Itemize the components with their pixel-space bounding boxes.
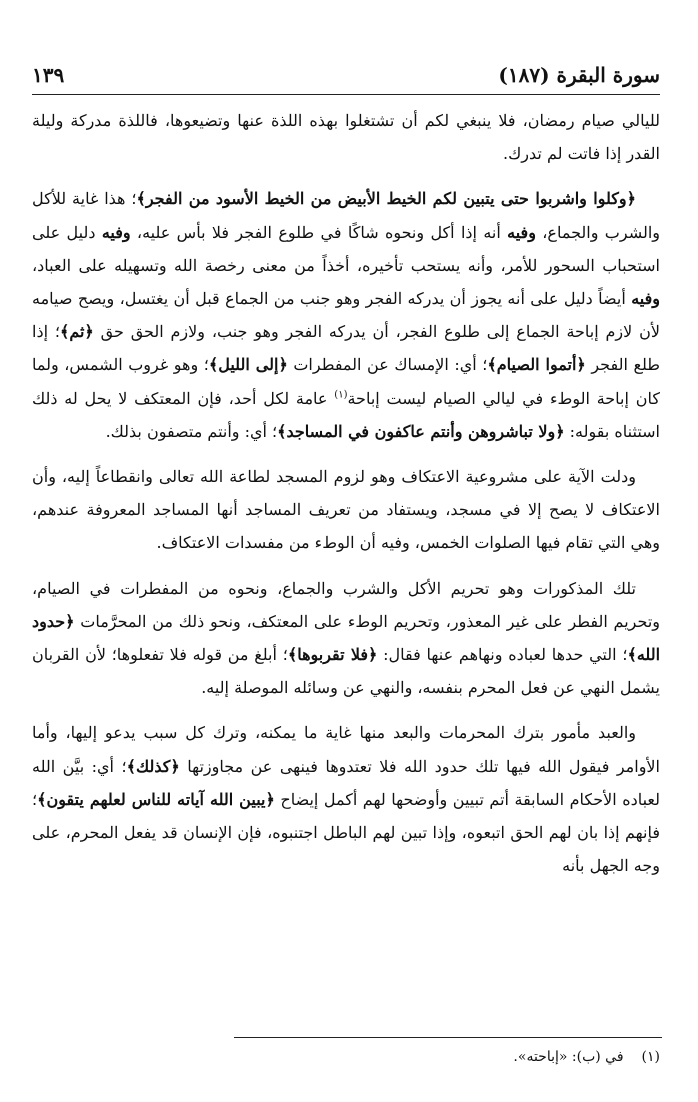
text-segment: ؛ التي حدها لعباده ونهاهم عنها فقال: [377, 645, 628, 665]
text-segment: ؛ إذا طلع الفجر [32, 322, 661, 375]
text-segment: لليالي صيام رمضان، فلا ينبغي لكم أن تشتغلوا بهذه اللذة عنها وتضيعوها، فاللذة مدركة وليلة القدر إذا فاتت لم تدرك. [32, 111, 660, 164]
text-segment: والعبد مأمور بترك المحرمات والبعد منها غاية ما يمكنه، وترك كل سبب يدعو إليها، وأما الأوامر فيقول الله فيها تلك حدود الله فلا تعتدوها فينهى عن مجاوزتها [32, 723, 660, 776]
paragraph-4 [32, 572, 660, 705]
text-segment: ؛ وهو غروب الشمس، ولما كان إباحة الوطء في ليالي الصيام ليست إباحة [32, 355, 660, 408]
quran-verse: ﴿حدود الله﴾ [32, 611, 661, 665]
quran-verse: ﴿يبين الله آياته للناس لعلهم يتقون﴾ [37, 789, 275, 809]
surah-title: سورة البقرة (١٨٧) [498, 63, 660, 87]
quran-verse: ﴿كذلك﴾ [126, 756, 180, 776]
main-text [32, 104, 660, 894]
footnote-divider [234, 1037, 662, 1038]
footnote-reference[interactable]: (١) [334, 389, 348, 401]
paragraph-2 [32, 182, 660, 448]
emphasis-word: وفيه [101, 222, 131, 242]
footnote [32, 1045, 660, 1069]
paragraph-5 [32, 716, 660, 882]
emphasis-word: وفيه [631, 289, 660, 309]
footnote-number: (١) [641, 1049, 660, 1065]
text-segment: أنه إذا أكل ونحوه شاكًا في طلوع الفجر فلا بأس عليه، [130, 222, 508, 242]
text-segment: ؛ فإنهم إذا بان لهم الحق اتبعوه، وإذا تبين لهم الباطل اجتنبوه، فإن الإنسان قد يفعل المحرم، على وجه الجهل بأنه [32, 789, 660, 876]
quran-verse: ﴿وكلوا واشربوا حتى يتبين لكم الخيط الأبيض من الخيط الأسود من الفجر﴾ [136, 189, 636, 209]
quran-verse: ﴿أتموا الصيام﴾ [487, 355, 586, 375]
text-segment: دليل على استحباب السحور للأمر، وأنه يستحب تأخيره، أخذاً من معنى رخصة الله وتسهيله على العباد، [32, 222, 660, 275]
footnote-text: في (ب): «إباحته». [513, 1049, 624, 1065]
quran-verse: ﴿إلى الليل﴾ [208, 355, 288, 375]
quran-verse: ﴿ثم﴾ [59, 322, 94, 342]
text-segment: ودلت الآية على مشروعية الاعتكاف وهو لزوم المسجد لطاعة الله تعالى وانقطاعاً إليه، وأن الاعتكاف لا يصح إلا في مسجد، ويستفاد من تعريف المساجد أنها المساجد المعروفة عندهم، وهي التي تقام فيها الصلوات الخمس، وفيه أن الوطء من مفسدات الاعتكاف. [32, 467, 660, 553]
quran-verse: ﴿فلا تقربوها﴾ [287, 645, 378, 665]
text-segment: عامة لكل أحد، فإن المعتكف لا يحل له ذلك استثناه بقوله: [32, 388, 660, 441]
text-segment: ؛ أبلغ من قوله فلا تفعلوها؛ لأن القربان يشمل النهي عن فعل المحرم بنفسه، والنهي عن وسائله الموصلة إليه. [32, 645, 660, 698]
paragraph-3 [32, 460, 660, 560]
text-segment: ؛ هذا غاية للأكل والشرب والجماع، [32, 189, 661, 242]
text-segment: أيضاً دليل على أنه يجوز أن يدركه الفجر وهو جنب من الجماع قبل أن يغتسل، ويصح صيامه لأن لازم إباحة الجماع إلى طلوع الفجر، أن يدركه الفجر وهو جنب، ولازم الحق حق [32, 289, 660, 342]
text-segment: تلك المذكورات وهو تحريم الأكل والشرب والجماع، ونحوه من المفطرات في الصيام، وتحريم الفطر على غير المعذور، وتحريم الوطء على المعتكف، ونحو ذلك من المحرَّمات [32, 578, 660, 631]
emphasis-word: وفيه [507, 222, 536, 242]
header-divider [32, 94, 660, 95]
paragraph-1 [32, 104, 660, 170]
text-segment: ؛ أي: وأنتم متصفون بذلك. [105, 421, 278, 441]
text-segment: ؛ أي: بيَّن الله لعباده الأحكام السابقة أتم تبيين وأوضحها لهم أكمل إيضاح [32, 756, 660, 809]
page-header [32, 58, 660, 92]
page-number: ١٣٩ [32, 63, 65, 87]
text-segment: ؛ أي: الإمساك عن المفطرات [287, 355, 488, 375]
quran-verse: ﴿ولا تباشروهن وأنتم عاكفون في المساجد﴾ [277, 421, 565, 441]
